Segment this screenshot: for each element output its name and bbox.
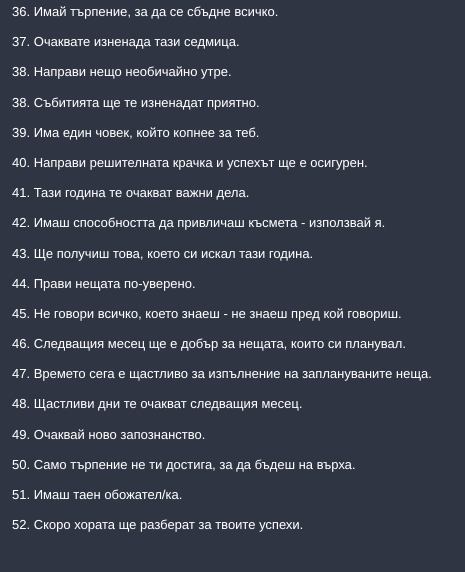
item-number: 42. bbox=[12, 215, 31, 231]
item-text: Имаш способността да привличаш късмета - използвай я. bbox=[33, 215, 386, 231]
list-item bbox=[12, 304, 465, 334]
list-item bbox=[12, 364, 465, 394]
item-text: Следващия месец ще е добър за нещата, които си планувал. bbox=[33, 336, 406, 352]
item-text: Събитията ще те изненадат приятно. bbox=[33, 94, 260, 110]
list-item bbox=[12, 213, 465, 243]
list-item bbox=[12, 153, 465, 183]
item-text: Ще получиш това, което си искал тази година. bbox=[33, 245, 314, 261]
list-item bbox=[12, 425, 465, 455]
item-number: 38. bbox=[12, 94, 31, 110]
item-text: Щастливи дни те очакват следващия месец. bbox=[33, 396, 303, 412]
item-number: 46. bbox=[12, 336, 31, 352]
item-text: Само търпение не ти достига, за да бъдеш на върха. bbox=[33, 456, 356, 472]
list-item bbox=[12, 2, 465, 32]
list-item bbox=[12, 485, 465, 515]
item-number: 37. bbox=[12, 34, 31, 50]
item-number: 41. bbox=[12, 185, 31, 201]
list-item bbox=[12, 183, 465, 213]
item-text: Има един човек, който копнее за теб. bbox=[33, 124, 260, 140]
item-text: Времето сега е щастливо за изпълнение на заплануваните неща. bbox=[33, 366, 432, 382]
item-number: 50. bbox=[12, 456, 31, 472]
item-text: Не говори всичко, което знаеш - не знаеш пред кой говориш. bbox=[33, 305, 402, 321]
item-number: 43. bbox=[12, 245, 31, 261]
item-number: 45. bbox=[12, 305, 31, 321]
list-item bbox=[12, 394, 465, 424]
item-text: Скоро хората ще разберат за твоите успехи. bbox=[33, 517, 304, 533]
item-text: Направи нещо необичайно утре. bbox=[33, 64, 232, 80]
list-item bbox=[12, 274, 465, 304]
item-number: 38. bbox=[12, 64, 31, 80]
list-item bbox=[12, 62, 465, 92]
item-number: 39. bbox=[12, 124, 31, 140]
item-number: 51. bbox=[12, 487, 31, 502]
item-number: 36. bbox=[12, 4, 31, 19]
item-text: Направи решителната крачка и успехът ще е осигурен. bbox=[33, 154, 368, 170]
item-text: Имай търпение, за да се сбъдне всичко. bbox=[33, 4, 279, 19]
item-text: Тази година те очакват важни дела. bbox=[33, 185, 250, 201]
list-item bbox=[12, 455, 465, 485]
item-number: 48. bbox=[12, 396, 31, 412]
list-item bbox=[12, 123, 465, 153]
list-item bbox=[12, 93, 465, 123]
list-item bbox=[12, 244, 465, 274]
item-number: 49. bbox=[12, 426, 31, 442]
wishes-list bbox=[0, 2, 465, 545]
list-item bbox=[12, 515, 465, 545]
item-number: 40. bbox=[12, 154, 31, 170]
list-item bbox=[12, 32, 465, 62]
item-number: 44. bbox=[12, 275, 31, 291]
item-text: Имаш таен обожател/ка. bbox=[33, 487, 183, 502]
item-text: Прави нещата по-уверено. bbox=[33, 275, 196, 291]
item-text: Очаквай ново запознанство. bbox=[33, 426, 206, 442]
item-number: 52. bbox=[12, 517, 31, 533]
list-item bbox=[12, 334, 465, 364]
item-text: Очаквате изненада тази седмица. bbox=[33, 34, 240, 50]
item-number: 47. bbox=[12, 366, 31, 382]
